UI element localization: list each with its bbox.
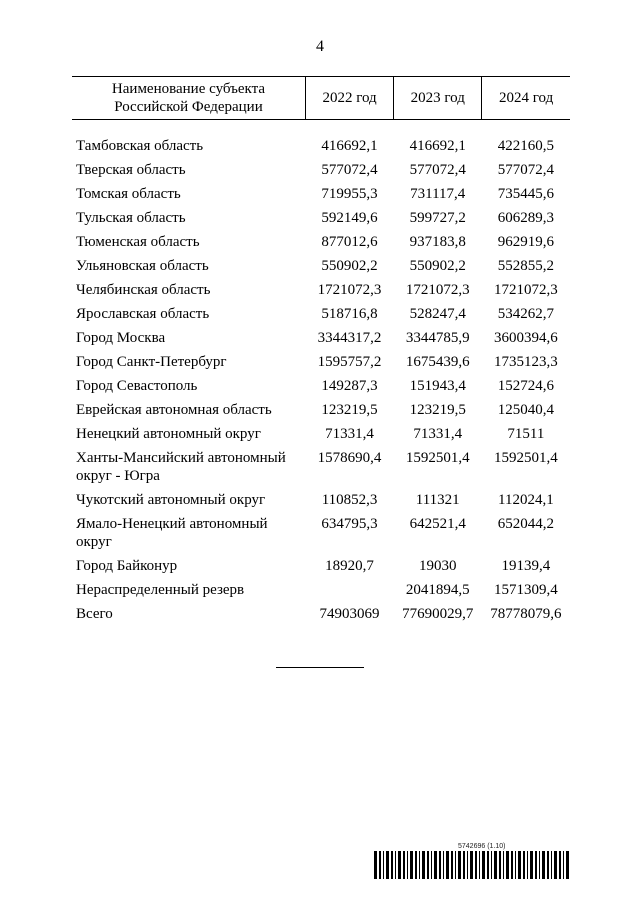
table-row (72, 278, 570, 302)
table-row (72, 230, 570, 254)
region-name-cell: Челябинская область (76, 282, 211, 298)
region-name-cell: Чукотский автономный округ (76, 492, 266, 508)
table-row (72, 488, 570, 512)
value-cell-2024: 735445,6 (497, 186, 555, 202)
value-cell-2022: 110852,3 (321, 492, 378, 508)
value-cell-2024: 1571309,4 (494, 582, 558, 598)
value-cell-2022: 71331,4 (325, 426, 374, 442)
budget-table (72, 76, 570, 626)
value-cell-2023: 528247,4 (409, 306, 466, 322)
region-name-cell: Город Санкт-Петербург (76, 354, 227, 370)
value-cell-2022: 577072,4 (321, 162, 378, 178)
value-cell-2024: 652044,2 (497, 516, 555, 532)
value-cell-2022: 1721072,3 (317, 282, 382, 298)
value-cell-2023: 642521,4 (409, 516, 466, 532)
table-row (72, 578, 570, 602)
value-cell-2022: 416692,1 (321, 138, 378, 154)
region-name-cell: Всего (76, 606, 113, 622)
table-row (72, 134, 570, 158)
value-cell-2022 (305, 578, 393, 602)
region-name-cell: Ненецкий автономный округ (76, 426, 261, 442)
value-cell-2023: 1675439,6 (405, 354, 470, 370)
value-cell-2023: 151943,4 (409, 378, 466, 394)
barcode-graphic (374, 851, 570, 879)
table-row (72, 446, 570, 488)
document-code: 5742696 (1.10) (458, 843, 506, 850)
value-cell-2024: 1735123,3 (494, 354, 558, 370)
barcode (374, 851, 570, 879)
value-cell-2024: 962919,6 (497, 234, 555, 250)
value-cell-2024: 1592501,4 (494, 450, 558, 466)
value-cell-2023: 1592501,4 (405, 450, 470, 466)
value-cell-2022: 1578690,4 (317, 450, 382, 466)
region-name-cell: Тверская область (76, 162, 186, 178)
table-row (72, 374, 570, 398)
value-cell-2024: 125040,4 (497, 402, 555, 418)
value-cell-2023: 3344785,9 (405, 330, 470, 346)
value-cell-2024: 1721072,3 (494, 282, 558, 298)
table-header (72, 77, 570, 120)
value-cell-2022: 149287,3 (321, 378, 378, 394)
table-row (72, 158, 570, 182)
value-cell-2023: 599727,2 (409, 210, 466, 226)
value-cell-2022: 3344317,2 (317, 330, 382, 346)
value-cell-2022: 592149,6 (321, 210, 378, 226)
value-cell-2023: 416692,1 (409, 138, 466, 154)
table-row (72, 302, 570, 326)
value-cell-2023: 123219,5 (409, 402, 466, 418)
value-cell-2022: 518716,8 (321, 306, 378, 322)
value-cell-2024: 606289,3 (497, 210, 555, 226)
table-row (72, 554, 570, 578)
table-row (72, 398, 570, 422)
header-spacer (72, 120, 570, 135)
table-row (72, 326, 570, 350)
footer-divider (276, 667, 364, 668)
table-row (72, 350, 570, 374)
region-name-cell: Город Байконур (76, 558, 178, 574)
table-row (72, 422, 570, 446)
table-row (72, 254, 570, 278)
value-cell-2023: 937183,8 (409, 234, 466, 250)
value-cell-2024: 78778079,6 (490, 606, 562, 622)
region-name-cell: Ульяновская область (76, 258, 209, 274)
value-cell-2022: 1595757,2 (317, 354, 382, 370)
value-cell-2023: 577072,4 (409, 162, 466, 178)
header-2022: 2022 год (305, 77, 393, 120)
value-cell-2024: 71511 (507, 426, 545, 442)
region-name-cell: Тульская область (76, 210, 186, 226)
value-cell-2022: 719955,3 (321, 186, 378, 202)
header-2023: 2023 год (394, 77, 482, 120)
region-name-cell: Ямало-Ненецкий автономный округ (76, 516, 268, 550)
value-cell-2024: 577072,4 (497, 162, 555, 178)
value-cell-2023: 2041894,5 (405, 582, 470, 598)
value-cell-2024: 19139,4 (501, 558, 551, 574)
value-cell-2022: 550902,2 (321, 258, 378, 274)
region-name-cell: Город Москва (76, 330, 166, 346)
region-name-cell: Тюменская область (76, 234, 200, 250)
table-row (72, 182, 570, 206)
value-cell-2023: 111321 (415, 492, 460, 508)
value-cell-2023: 77690029,7 (402, 606, 474, 622)
header-region: Наименование субъекта Российской Федерации (72, 77, 305, 120)
value-cell-2024: 152724,6 (497, 378, 555, 394)
value-cell-2023: 19030 (418, 558, 457, 574)
table-body (72, 120, 570, 627)
value-cell-2022: 74903069 (319, 606, 380, 622)
value-cell-2022: 123219,5 (321, 402, 378, 418)
value-cell-2024: 112024,1 (498, 492, 554, 508)
value-cell-2023: 1721072,3 (405, 282, 470, 298)
region-name-cell: Город Севастополь (76, 378, 198, 394)
page-number: 4 (316, 38, 324, 55)
header-2024: 2024 год (482, 77, 570, 120)
table-row (72, 512, 570, 554)
value-cell-2023: 731117,4 (410, 186, 466, 202)
value-cell-2023: 550902,2 (409, 258, 466, 274)
value-cell-2022: 877012,6 (321, 234, 378, 250)
region-name-cell: Ханты-Мансийский автономный округ - Югра (76, 450, 286, 484)
table-row (72, 602, 570, 626)
value-cell-2023: 71331,4 (413, 426, 463, 442)
region-name-cell: Нераспределенный резерв (76, 582, 245, 598)
region-name-cell: Тамбовская область (76, 138, 204, 154)
region-name-cell: Томская область (76, 186, 181, 202)
value-cell-2024: 3600394,6 (494, 330, 558, 346)
value-cell-2022: 18920,7 (325, 558, 374, 574)
value-cell-2024: 534262,7 (497, 306, 555, 322)
region-name-cell: Ярославская область (76, 306, 210, 322)
table-row (72, 206, 570, 230)
value-cell-2024: 422160,5 (497, 138, 555, 154)
region-name-cell: Еврейская автономная область (76, 402, 272, 418)
value-cell-2024: 552855,2 (497, 258, 555, 274)
value-cell-2022: 634795,3 (321, 516, 378, 532)
